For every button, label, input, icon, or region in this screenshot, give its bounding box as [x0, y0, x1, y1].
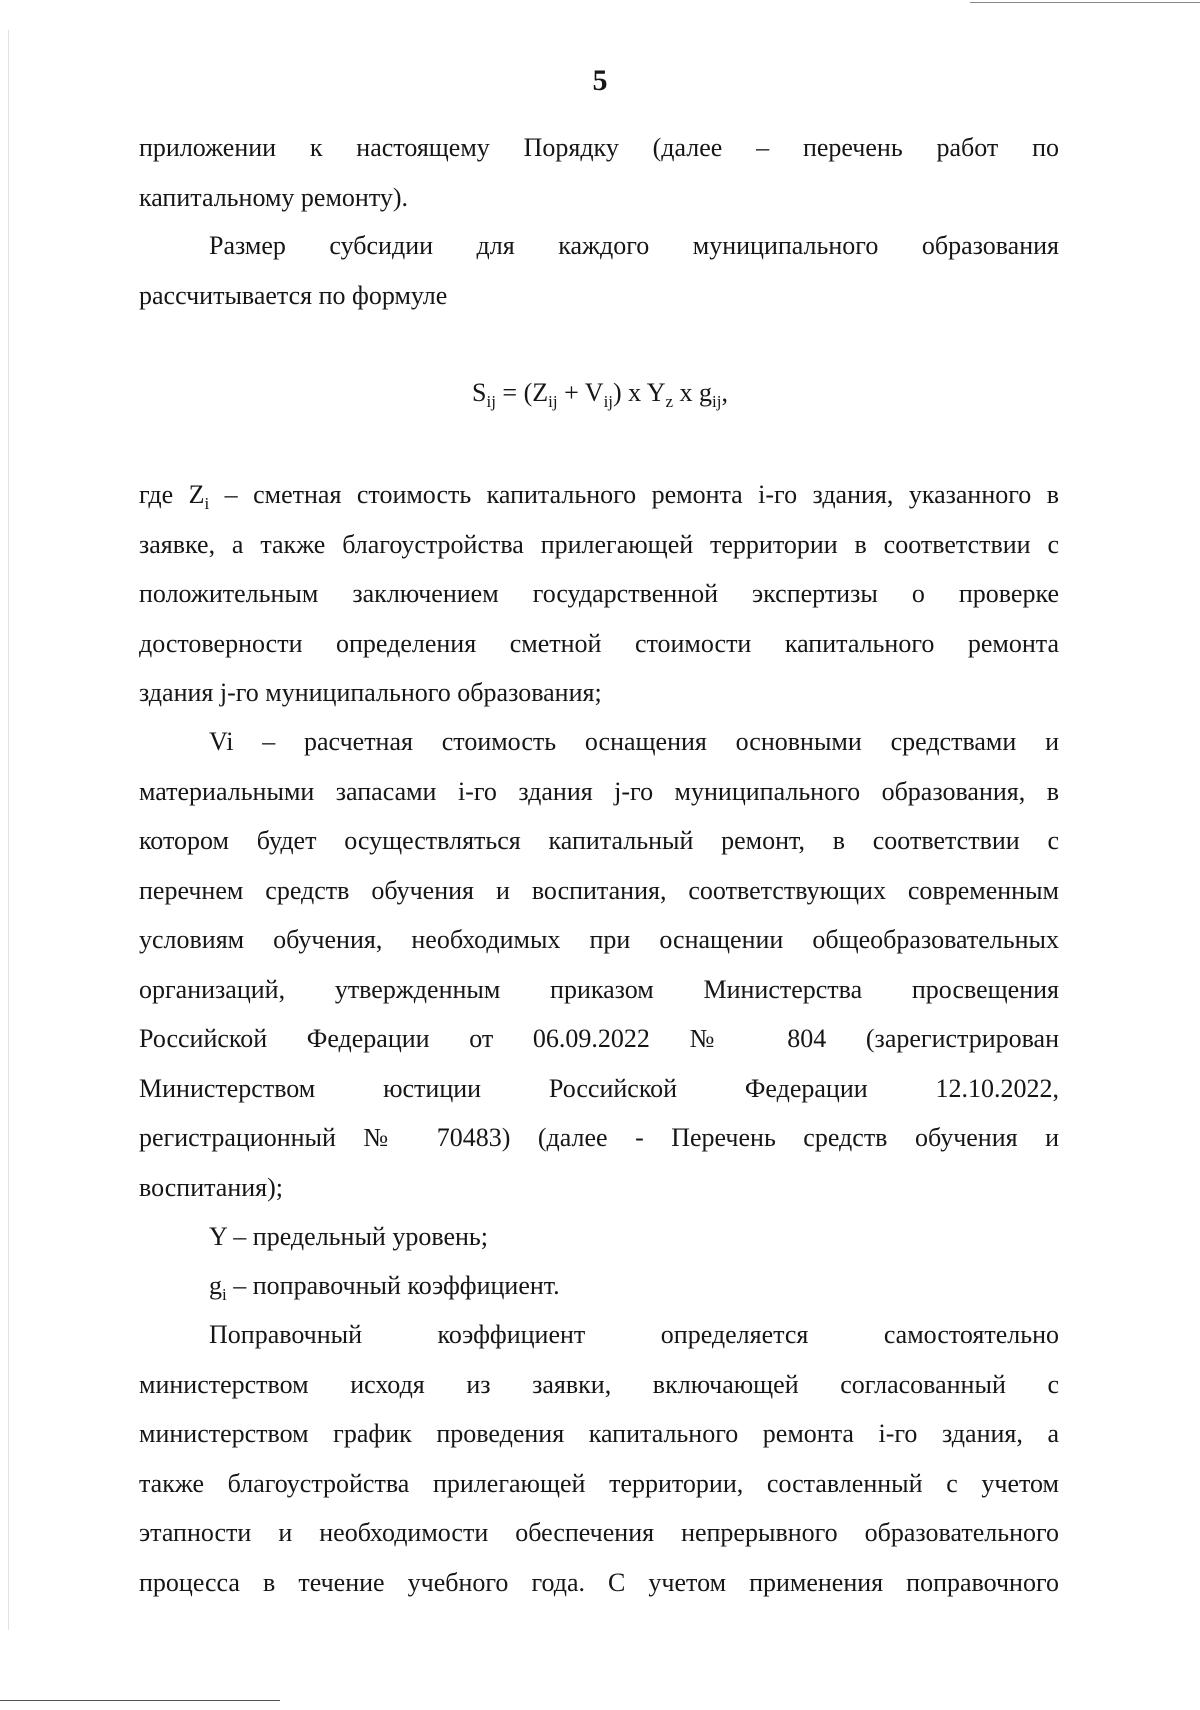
text-line: рассчитывается по формуле — [139, 280, 448, 310]
definition-g — [139, 1261, 1059, 1311]
text-line: где $Z_i$ – сметная стоимость капитального ремонта i-го здания, указанного в — [139, 480, 1059, 513]
definition-z — [139, 470, 1059, 718]
text-line: также благоустройства прилегающей территории, составленный с учетом — [139, 1468, 1059, 1498]
text-line: воспитания); — [139, 1172, 284, 1202]
text-line: министерством исходя из заявки, включающей согласованный с — [139, 1369, 1059, 1399]
text-line: заявке, а также благоустройства прилегающей территории в соответствии с — [139, 529, 1059, 559]
text-line: приложении к настоящему Порядку (далее – перечень работ по — [139, 133, 1059, 162]
text-line: положительным заключением государственной экспертизы о проверке — [139, 579, 1059, 608]
definition-v — [139, 717, 1059, 1212]
text-line: $g_i$ – поправочный коэффициент. — [209, 1271, 560, 1304]
scan-top-rule — [970, 2, 1200, 3]
definition-y — [139, 1212, 1059, 1262]
subsidy-formula: $S_{ij} = (Z_{ij} + V_{ij})$ x $Y_z$ x $g_{ij}$, — [472, 378, 728, 411]
scan-left-edge — [8, 30, 9, 1630]
paragraph-correction-coefficient — [139, 1310, 1059, 1607]
text-line: министерством график проведения капитального ремонта i-го здания, а — [139, 1419, 1059, 1448]
text-line: капитальному ремонту). — [139, 182, 409, 212]
text-line: этапности и необходимости обеспечения непрерывного образовательного — [139, 1518, 1059, 1547]
text-line: Vi – расчетная стоимость оснащения основными средствами и — [209, 727, 1059, 756]
text-line: условиям обучения, необходимых при оснащении общеобразовательных — [139, 925, 1059, 954]
text-line: процесса в течение учебного года. С учетом применения поправочного — [139, 1567, 1059, 1597]
text-line: Размер субсидии для каждого муниципального образования — [209, 231, 1059, 260]
paragraph-subsidy-size — [139, 221, 1059, 320]
text-line: Министерством юстиции Российской Федерации 12.10.2022, — [139, 1073, 1059, 1103]
paragraph-list-reference — [139, 123, 1059, 222]
text-line: здания j-го муниципального образования; — [139, 678, 602, 707]
scan-bottom-rule — [0, 1700, 280, 1701]
text-line: перечнем средств обучения и воспитания, соответствующих современным — [139, 875, 1059, 905]
text-line: достоверности определения сметной стоимости капитального ремонта — [139, 628, 1059, 658]
text-line: Y – предельный уровень; — [209, 1222, 488, 1251]
text-line: регистрационный № 70483) (далее - Перечень средств обучения и — [139, 1123, 1059, 1152]
text-line: материальными запасами i-го здания j-го муниципального образования, в — [139, 776, 1059, 806]
page-number: 5 — [592, 64, 608, 97]
text-line: Поправочный коэффициент определяется самостоятельно — [209, 1320, 1059, 1349]
text-line: организаций, утвержденным приказом Министерства просвещения — [139, 974, 1059, 1004]
text-line: котором будет осуществляться капитальный ремонт, в соответствии с — [139, 826, 1059, 855]
text-line: Российской Федерации от 06.09.2022 № 804 (зарегистрирован — [139, 1024, 1059, 1053]
